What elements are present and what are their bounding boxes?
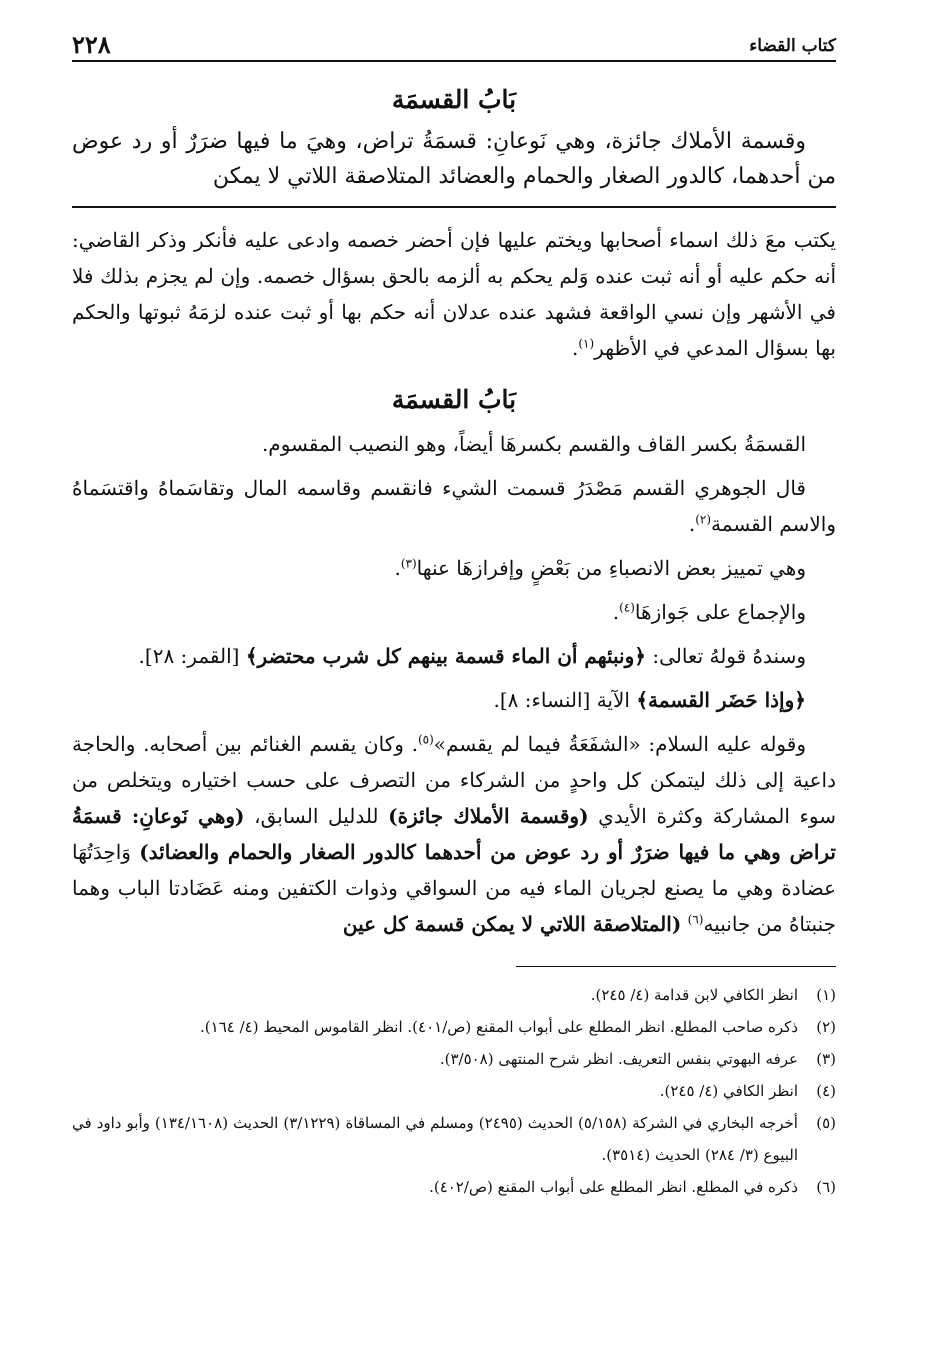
footnote-ref: (٦) bbox=[687, 912, 704, 927]
sharh-paragraph: القسمَةُ بكسر القاف والقسم بكسرهَا أيضاً، وهو النصيب المقسوم. bbox=[261, 432, 806, 456]
sharh-intro: يكتب معَ ذلك اسماء أصحابها ويختم عليها فإن أحضر خصمه وادعى عليه فأنكر وذكر القاضي: أنه حكم عليه أو أنه ثبت عنده وَلم يحكم به ألزمه بالحق بسؤال خصمه. وإن لم يجزم بذلك فلا في الأشهر وإن نسي الواقعة فشهد عنده عدلان أنه حكم بها أو ثبت عنده لزمَهُ ثبوتها والحكم بها بسؤال المدعي في الأظهر$^{(١)}$. bbox=[72, 228, 836, 360]
footnotes bbox=[72, 979, 836, 1203]
footnote: (٣) عرفه البهوتي بنفس التعريف. انظر شرح المنتهى (٣/٥٠٨). bbox=[439, 1050, 836, 1068]
quran-verse: ﴿وإذا حَضَر القسمة﴾ bbox=[636, 688, 806, 712]
sharh-paragraph: وسندهُ قولهُ تعالى: ﴿ونبئهم أن الماء قسمة بينهم كل شرب محتضر﴾ [القمر: ٢٨]. bbox=[138, 644, 806, 668]
quran-verse: ﴿ونبئهم أن الماء قسمة بينهم كل شرب محتضر﴾ bbox=[245, 644, 646, 668]
footnote-ref: (٥) bbox=[417, 732, 434, 747]
matn-text: وقسمة الأملاك جائزة، وهي نَوعانِ: قسمَةُ تراض، وهيَ ما فيها ضرَرٌ أو رد عوض من أحدهما، كالدور الصغار والحمام والعضائد المتلاصقة اللاتي لا يمكن bbox=[72, 129, 836, 189]
footnote-ref: (٤) bbox=[619, 600, 635, 615]
footnote-rule bbox=[516, 966, 836, 967]
footnote: (٦) ذكره في المطلع. انظر المطلع على أبواب المقنع (ص/٤٠٢). bbox=[429, 1178, 836, 1196]
footnote-ref: (١) bbox=[578, 336, 595, 351]
matn-quote: (وهي نَوعانِ: قسمَةُ تراض وهي ما فيها ضرَرٌ أو رد عوض من أحدهما كالدور الصغار والحمام والعضائد) bbox=[72, 804, 836, 864]
page-number: ٢٢٨ bbox=[72, 30, 111, 59]
sharh-paragraph: ﴿وإذا حَضَر القسمة﴾ الآية [النساء: ٨]. bbox=[493, 688, 806, 712]
footnote: (٢) ذكره صاحب المطلع. انظر المطلع على أبواب المقنع (ص/٤٠١). انظر القاموس المحيط (٤/ ١٦٤). bbox=[200, 1018, 836, 1036]
matn-section bbox=[72, 82, 836, 194]
running-header bbox=[72, 28, 836, 62]
matn-quote: (وقسمة الأملاك جائزة) bbox=[388, 804, 589, 828]
matn-quote: (المتلاصقة اللاتي لا يمكن قسمة كل عين bbox=[342, 912, 682, 936]
sharh-heading: بَابُ القسمَة bbox=[391, 385, 517, 414]
sharh-paragraph: وقوله عليه السلام: «الشفَعَةُ فيما لم يقسم»$^{(٥)}$. وكان يقسم الغنائم بين أصحابه. والحاجة داعية إلى ذلك ليتمكن كل واحدٍ من الشركاء من التصرف على حسب اختياره ويتخلص من سوء المشاركة وكثرة الأيدي (وقسمة الأملاك جائزة) للدليل السابق، (وهي نَوعانِ: قسمَةُ تراض وهي ما فيها ضرَرٌ أو رد عوض من أحدهما كالدور الصغار والحمام والعضائد) وَاحِدَتُهَا عضادة وهي ما يصنع لجريان الماء فيه من السواقي وذوات الكتفين ومنه عَضَادتا الباب وهما جنبتاهُ من جانبيه$^{(٦)}$ (المتلاصقة اللاتي لا يمكن قسمة كل عين bbox=[72, 732, 837, 936]
footnote: (١) انظر الكافي لابن قدامة (٤/ ٢٤٥). bbox=[590, 986, 836, 1004]
sharh-paragraph: وهي تمييز بعض الانصباءِ من بَعْضٍ وإفرازهَا عنها$^{(٣)}$. bbox=[394, 556, 806, 580]
footnote: (٤) انظر الكافي (٤/ ٢٤٥). bbox=[659, 1082, 836, 1100]
sharh-paragraph: قال الجوهري القسم مَصْدَرُ قسمت الشيء فانقسم وقاسمه المال وتقاسَماهُ واقتسَماهُ والاسم القسمة$^{(٢)}$. bbox=[72, 476, 836, 536]
footnote-ref: (٢) bbox=[695, 512, 712, 527]
book-title: كتاب القضاء bbox=[749, 36, 836, 56]
matn-heading: بَابُ القسمَة bbox=[391, 85, 517, 114]
matn-separator bbox=[72, 206, 836, 208]
sharh-paragraph: والإجماع على جَوازهَا$^{(٤)}$. bbox=[612, 600, 806, 624]
sharh-section bbox=[72, 222, 836, 942]
footnote: (٥) أخرجه البخاري في الشركة (٥/١٥٨) الحديث (٢٤٩٥) ومسلم في المساقاة (٣/١٢٢٩) الحديث (١٣٤/١٦٠٨) وأبو داود في البيوع (٣/ ٢٨٤) الحديث (٣٥١٤). bbox=[72, 1114, 836, 1164]
footnote-ref: (٣) bbox=[400, 556, 417, 571]
book-page bbox=[72, 28, 836, 1203]
